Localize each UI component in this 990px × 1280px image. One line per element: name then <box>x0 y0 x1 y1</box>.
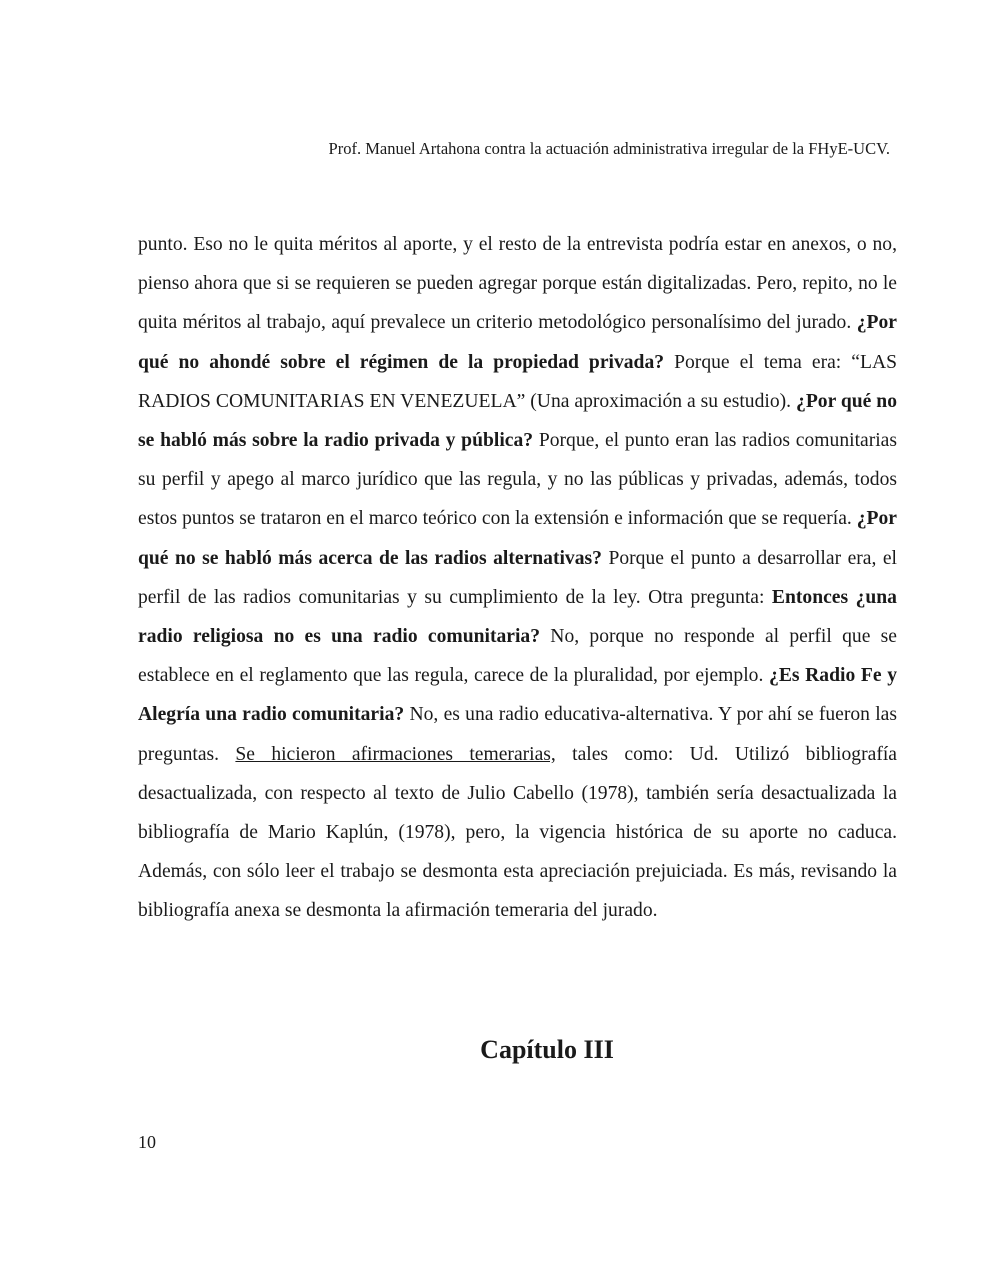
bold-question: ¿Por qué no se habló más sobre la radio privada y pública? <box>138 390 898 452</box>
body-paragraph <box>138 225 897 931</box>
underlined-phrase: Se hicieron afirmaciones temerarias, <box>235 743 556 765</box>
page-number: 10 <box>138 1132 156 1152</box>
text-segment: No, es una radio educativa-alternativa. Y por ahí se fueron las preguntas. <box>138 704 897 765</box>
bold-question: ¿Por qué no ahondé sobre el régimen de la propiedad privada? <box>138 312 897 373</box>
bold-question: Entonces ¿una radio religiosa no es una radio comunitaria? <box>138 586 897 648</box>
bold-question: ¿Es Radio Fe y Alegría una radio comunitaria? <box>138 665 897 726</box>
bold-question: ¿Por qué no se habló más acerca de las radios alternativas? <box>138 508 897 569</box>
text-segment: Porque el tema era: “LAS RADIOS COMUNITARIAS EN VENEZUELA” (Una aproximación a su estudio). <box>138 351 897 412</box>
text-segment: No, porque no responde al perfil que se establece en el reglamento que las regula, carece de la pluralidad, por ejemplo. <box>138 626 897 687</box>
running-header: Prof. Manuel Artahona contra la actuación administrativa irregular de la FHyE-UCV. <box>328 139 890 158</box>
text-segment: Porque, el punto eran las radios comunitarias su perfil y apego al marco jurídico que las regula, y no las públicas y privadas, además, todos estos puntos se trataron en el marco teórico con la extensión e información que se requería. <box>138 430 898 530</box>
chapter-title: Capítulo III <box>480 1035 614 1064</box>
text-segment: tales como: Ud. Utilizó bibliografía desactualizada, con respecto al texto de Julio Cabello (1978), también sería desactualizada la bibliografía de Mario Kaplún, (1978), pero, la vigencia histórica de su aporte no caduca. Además, con sólo leer el trabajo se desmonta esta apreciación prejuiciada. Es más, revisando la bibliografía anexa se desmonta la afirmación temeraria del jurado. <box>138 743 897 922</box>
text-segment: punto. Eso no le quita méritos al aporte, y el resto de la entrevista podría estar en anexos, o no, pienso ahora que si se requieren se pueden agregar porque están digitalizadas. Pero, repito, no le quita méritos al trabajo, aquí prevalece un criterio metodológico personalísimo del jurado. <box>138 234 897 334</box>
text-segment: Porque el punto a desarrollar era, el perfil de las radios comunitarias y su cumplimiento de la ley. Otra pregunta: <box>138 547 897 608</box>
